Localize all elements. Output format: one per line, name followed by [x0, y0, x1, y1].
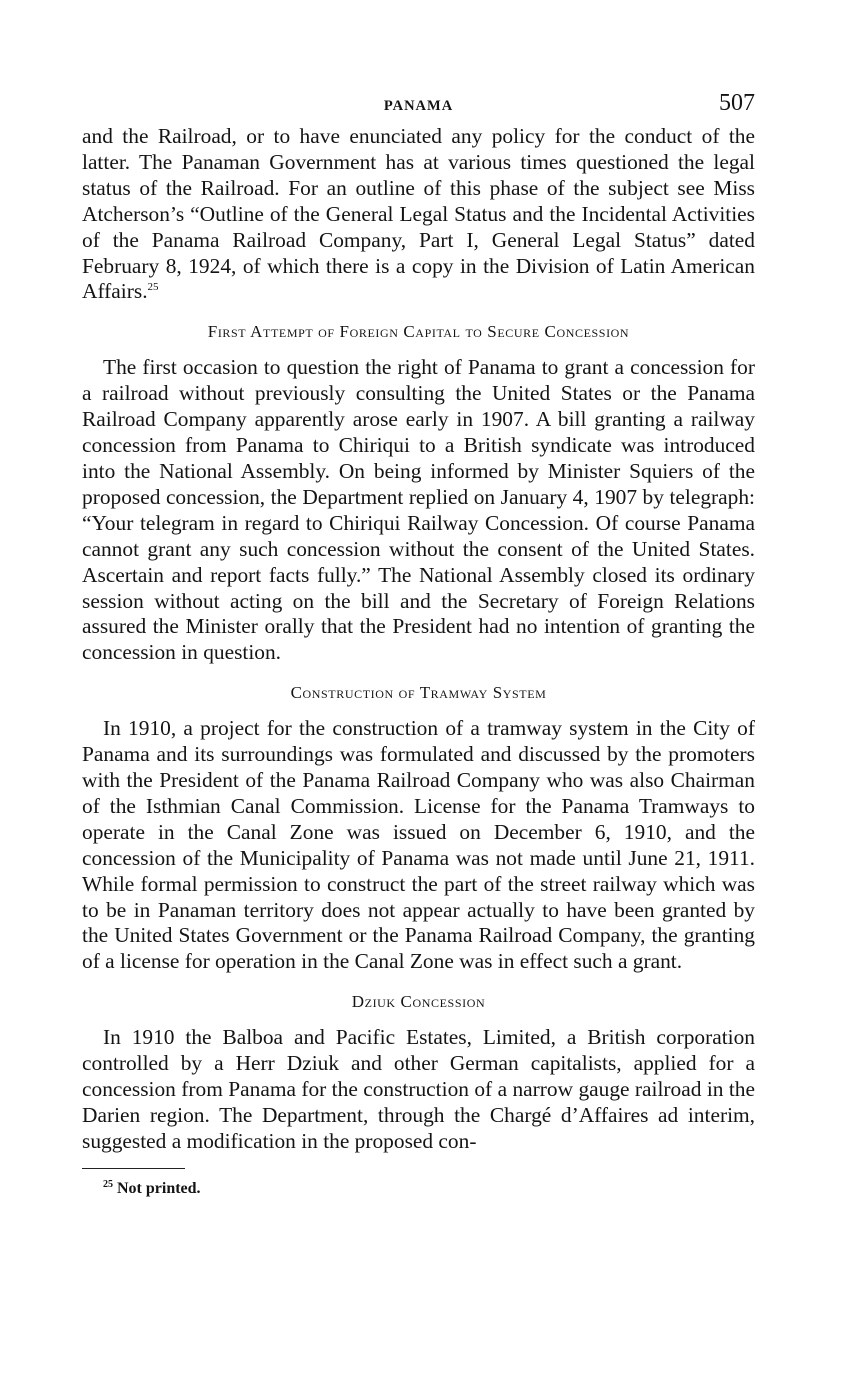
page-number: 507 [719, 90, 755, 116]
footnote-reference: 25 [147, 281, 159, 294]
section-heading-dziuk: Dziuk Concession [351, 992, 486, 1012]
footnote [103, 1180, 755, 1198]
section-heading-first-attempt: First Attempt of Foreign Capital to Secure Concession [207, 322, 630, 342]
footnote-text: Not printed. [117, 1179, 201, 1197]
paragraph-continued [82, 124, 755, 305]
paragraph-tramway: In 1910, a project for the construction of a tramway system in the City of Panama and its surroundings was formulated and discussed by the promoters with the President of the Panama Railroad Company who was also Chairman of the Isthmian Canal Commission. License for the Panama Tramways to operate in the Canal Zone was issued on December 6, 1910, and the concession of the Municipality of Panama was not made until June 21, 1911. While formal permission to construct the part of the street railway which was to be in Panaman territory does not appear actually to have been granted by the United States Government or the Panama Railroad Company, the granting of a license for operation in the Canal Zone was in effect such a grant. [82, 716, 755, 974]
section-heading-tramway: Construction of Tramway System [290, 683, 547, 703]
running-head [82, 88, 755, 124]
footnote-divider [82, 1168, 185, 1169]
paragraph-first-attempt: The first occasion to question the right of Panama to grant a concession for a railroad without previously consulting the United States or the Panama Railroad Company apparently arose early in 1907. A bill granting a railway concession from Panama to Chiriqui to a British syndicate was introduced into the National Assembly. On being informed by Minister Squiers of the proposed concession, the Department replied on January 4, 1907 by telegraph: “Your telegram in regard to Chiriqui Railway Concession. Of course Panama cannot grant any such concession without the consent of the United States. Ascertain and report facts fully.” The National Assembly closed its ordinary session without acting on the bill and the Secretary of Foreign Relations assured the Minister orally that the President had no intention of granting the concession in question. [82, 355, 755, 665]
paragraph-dziuk: In 1910 the Balboa and Pacific Estates, Limited, a British corporation controlled by a Herr Dziuk and other German capitalists, applied for a concession from Panama for the construction of a narrow gauge railroad in the Darien region. The Department, through the Chargé d’Affaires ad interim, suggested a modification in the proposed con- [82, 1025, 755, 1153]
document-page [82, 88, 755, 1198]
running-title: PANAMA [383, 98, 454, 114]
paragraph-text: and the Railroad, or to have enunciated any policy for the conduct of the latter. The Panaman Government has at various times questioned the legal status of the Railroad. For an outline of this phase of the subject see Miss Atcherson’s “Outline of the General Legal Status and the Incidental Activities of the Panama Railroad Company, Part I, General Legal Status” dated February 8, 1924, of which there is a copy in the Division of Latin American Affairs. [82, 124, 755, 304]
footnote-number: 25 [103, 1178, 113, 1190]
